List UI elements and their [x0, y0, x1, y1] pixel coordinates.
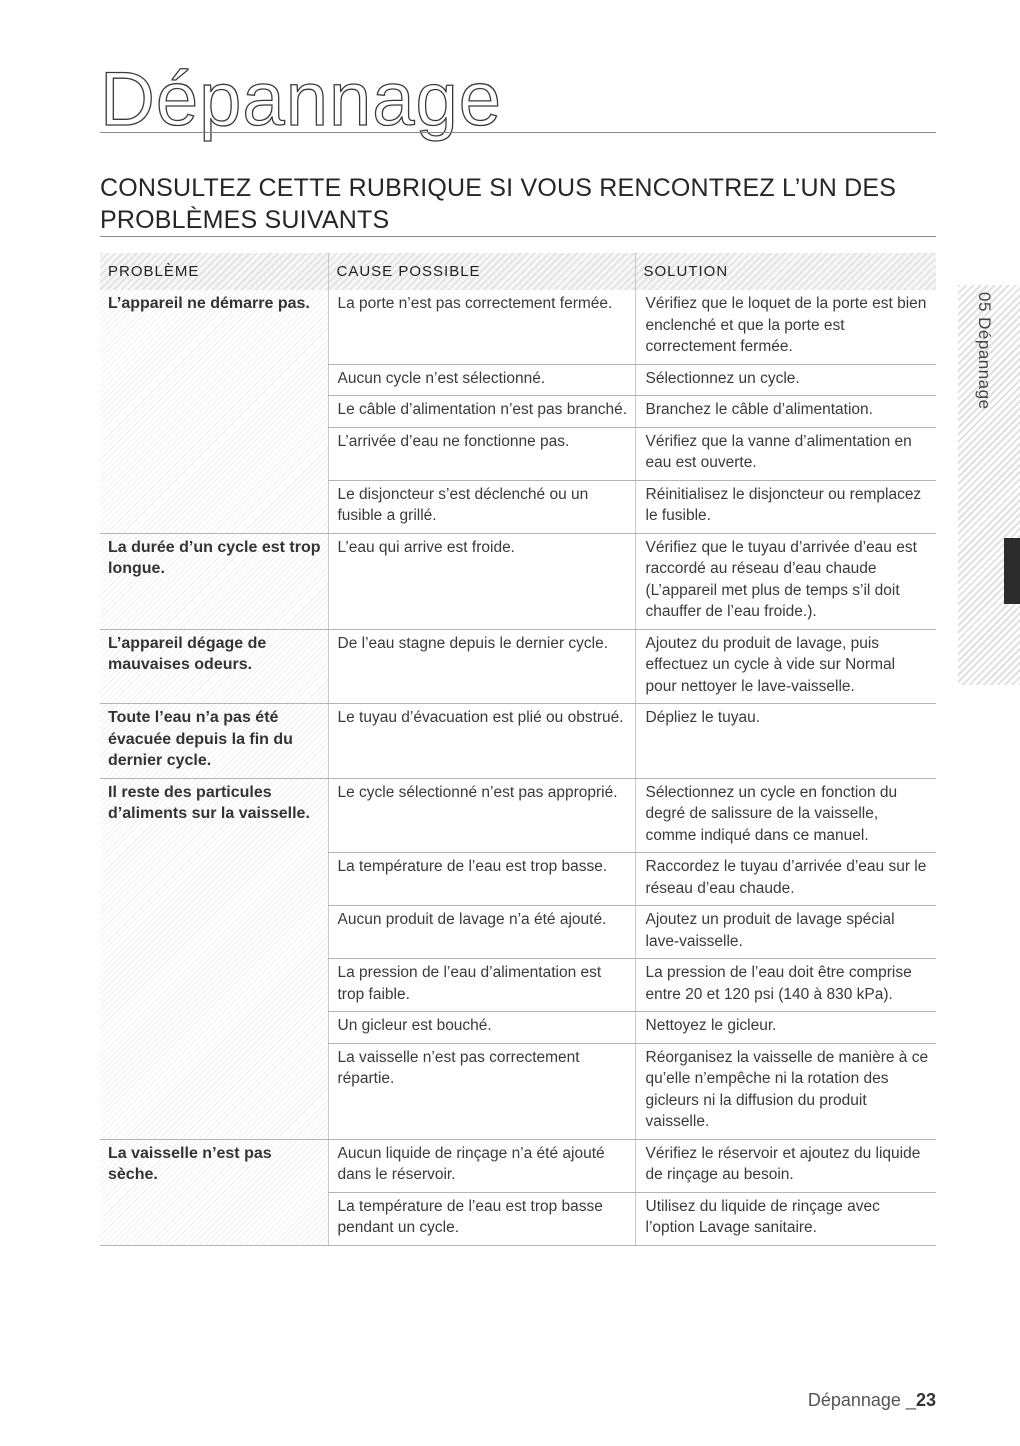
troubleshooting-table-container — [100, 253, 936, 1246]
solution-text: Ajoutez un produit de lavage spécial lave-vaisselle. — [645, 911, 895, 950]
cause-cell: Aucun liquide de rinçage n’a été ajouté dans le réservoir. — [328, 1139, 635, 1192]
solution-text: Branchez le câble d’alimentation. — [645, 401, 873, 418]
cause-cell: La température de l’eau est trop basse. — [328, 853, 635, 906]
table-row — [100, 778, 936, 853]
title-divider — [100, 132, 936, 133]
chapter-tab-marker — [1004, 538, 1020, 604]
section-heading: CONSULTEZ CETTE RUBRIQUE SI VOUS RENCONTREZ L’UN DES PROBLÈMES SUIVANTS — [100, 174, 897, 234]
problem-cell: Toute l’eau n’a pas été évacuée depuis la fin du dernier cycle. — [100, 704, 328, 779]
cause-cell: La vaisselle n’est pas correctement répartie. — [328, 1043, 635, 1139]
cause-cell: L’eau qui arrive est froide. — [328, 533, 635, 629]
problem-cell: L’appareil dégage de mauvaises odeurs. — [100, 629, 328, 704]
problem-cell: L’appareil ne démarre pas. — [100, 290, 328, 533]
table-row — [100, 290, 936, 364]
column-header-problem: PROBLÈME — [100, 253, 328, 290]
solution-text: Vérifiez que le loquet de la porte est bien enclenché et que la porte est correctement fermée. — [645, 295, 927, 355]
solution-text: Réorganisez la vaisselle de manière à ce qu’elle n’empêche ni la rotation des gicleurs ni la diffusion du produit vaisselle. — [645, 1048, 929, 1130]
table-row — [100, 533, 936, 629]
solution-text: Vérifiez que la vanne d’alimentation en eau est ouverte. — [645, 432, 912, 471]
table-row — [100, 1139, 936, 1192]
solution-text: Vérifiez que le tuyau d’arrivée d’eau est raccordé au réseau d’eau chaude — [645, 538, 917, 577]
table-body — [100, 290, 936, 1245]
solution-cell — [635, 1139, 936, 1192]
solution-cell — [635, 1043, 936, 1139]
heading-divider — [100, 236, 936, 237]
cause-cell: L’arrivée d’eau ne fonctionne pas. — [328, 427, 635, 480]
solution-cell — [635, 364, 936, 396]
solution-cell — [635, 906, 936, 959]
solution-text: Nettoyez le gicleur. — [645, 1017, 777, 1034]
cause-cell: Aucun cycle n’est sélectionné. — [328, 364, 635, 396]
cause-cell: Le cycle sélectionné n’est pas approprié. — [328, 778, 635, 853]
page-number: 23 — [915, 1390, 936, 1410]
cause-cell: La température de l’eau est trop basse pendant un cycle. — [328, 1192, 635, 1245]
solution-text: Ajoutez du produit de lavage, puis effectuez un cycle à vide sur Normal pour nettoyer le lave-vaisselle. — [645, 634, 896, 695]
solution-cell — [635, 533, 936, 629]
solution-cell — [635, 1192, 936, 1245]
solution-text: Réinitialisez le disjoncteur ou remplacez le fusible. — [645, 485, 922, 524]
solution-cell — [635, 778, 936, 853]
solution-cell — [635, 1012, 936, 1044]
table-row — [100, 704, 936, 779]
page-footer — [808, 1390, 936, 1411]
cause-cell: La porte n’est pas correctement fermée. — [328, 290, 635, 364]
solution-text: La pression de l’eau doit être comprise entre 20 et 120 psi (140 à 830 kPa). — [645, 964, 912, 1003]
solution-cell — [635, 629, 936, 704]
solution-cell — [635, 396, 936, 428]
problem-cell: Il reste des particules d’aliments sur la vaisselle. — [100, 778, 328, 1139]
cause-cell: Aucun produit de lavage n’a été ajouté. — [328, 906, 635, 959]
solution-cell — [635, 704, 936, 779]
solution-text: Dépliez le tuyau. — [645, 709, 761, 726]
solution-text: Utilisez du liquide de rinçage avec l’option Lavage sanitaire. — [645, 1197, 880, 1236]
cause-cell: La pression de l’eau d’alimentation est trop faible. — [328, 959, 635, 1012]
cause-cell: De l’eau stagne depuis le dernier cycle. — [328, 629, 635, 704]
cause-cell: Le tuyau d’évacuation est plié ou obstrué. — [328, 704, 635, 779]
solution-text: Vérifiez le réservoir et ajoutez du liquide de rinçage au besoin. — [645, 1144, 921, 1183]
solution-cell — [635, 853, 936, 906]
problem-cell: La durée d’un cycle est trop longue. — [100, 533, 328, 629]
chapter-tab-label: 05 Dépannage — [975, 292, 994, 410]
page-title: Dépannage — [100, 57, 503, 142]
solution-text: Raccordez le tuyau d’arrivée d’eau sur le réseau d’eau chaude. — [645, 858, 927, 897]
solution-cell — [635, 290, 936, 364]
solution-text: (L’appareil met plus de temps s’il doit chauffer de l’eau froide.). — [645, 581, 900, 620]
column-header-cause: CAUSE POSSIBLE — [328, 253, 635, 290]
solution-text: Sélectionnez un cycle. — [645, 369, 800, 387]
table-header-row — [100, 253, 936, 290]
problem-cell: La vaisselle n’est pas sèche. — [100, 1139, 328, 1245]
solution-cell — [635, 480, 936, 533]
troubleshooting-table — [100, 253, 936, 1246]
cause-cell: Le disjoncteur s’est déclenché ou un fusible a grillé. — [328, 480, 635, 533]
solution-cell — [635, 427, 936, 480]
solution-cell — [635, 959, 936, 1012]
table-row — [100, 629, 936, 704]
footer-label: Dépannage _ — [807, 1390, 916, 1410]
solution-text: Sélectionnez un cycle en fonction du degré de salissure de la vaisselle, comme indiqué dans ce manuel. — [645, 783, 898, 844]
column-header-solution: SOLUTION — [635, 253, 936, 290]
cause-cell: Le câble d’alimentation n’est pas branché. — [328, 396, 635, 428]
cause-cell: Un gicleur est bouché. — [328, 1012, 635, 1044]
